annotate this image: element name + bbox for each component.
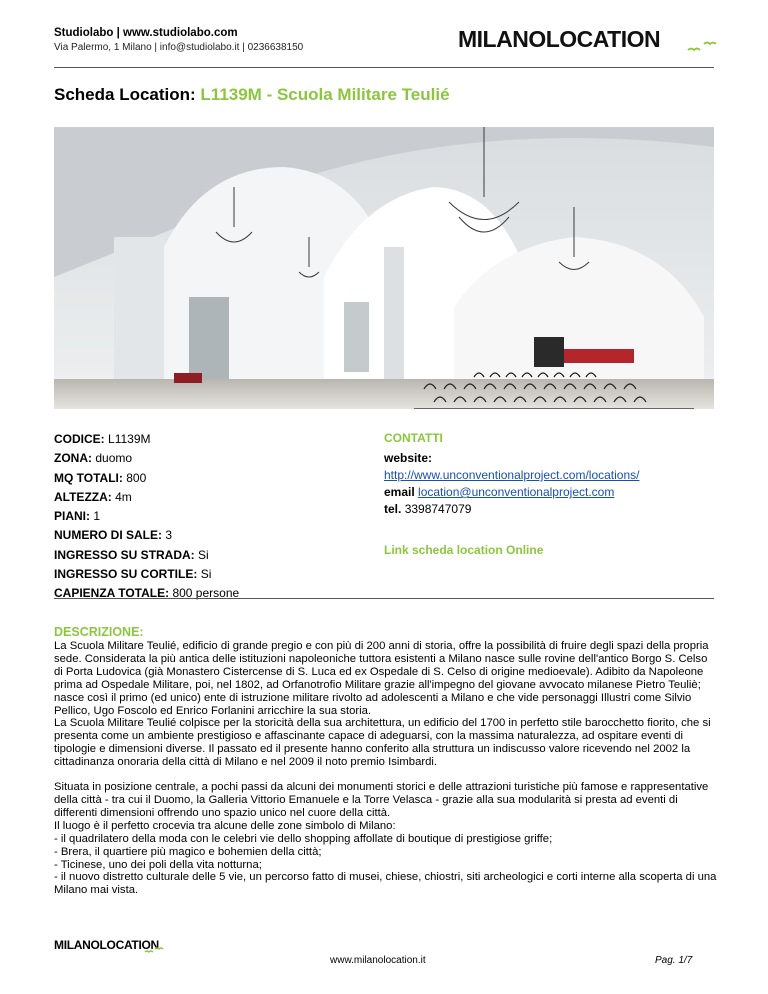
- location-photo: [54, 127, 714, 409]
- tel-value: 3398747079: [404, 502, 472, 516]
- title-location: L1139M - Scuola Militare Teulié: [200, 85, 450, 104]
- fact-ingresso-strada: INGRESSO SU STRADA: Si: [54, 547, 209, 562]
- footer-url[interactable]: www.milanolocation.it: [330, 955, 426, 966]
- fact-capienza: CAPIENZA TOTALE: 800 persone: [54, 586, 240, 601]
- email-link[interactable]: location@unconventionalproject.com: [418, 485, 615, 499]
- online-location-link[interactable]: Link scheda location Online: [384, 543, 544, 557]
- contacts-heading: CONTATTI: [384, 431, 443, 445]
- fact-altezza: ALTEZZA: 4m: [54, 489, 132, 504]
- email-label: email: [384, 485, 415, 499]
- fact-mq-totali: MQ TOTALI: 800: [54, 470, 147, 485]
- milanolocation-logo: MILANOLOCATION: [458, 26, 661, 52]
- fact-zona: ZONA: duomo: [54, 451, 133, 466]
- footer-logo: MILANOLOCATION: [54, 938, 159, 952]
- company-name: Studiolabo | www.studiolabo.com: [54, 27, 238, 39]
- birds-logo-icon: [680, 36, 720, 56]
- list-item: - il nuovo distretto culturale delle 5 vie, un percorso fatto di musei, chiese, chiostri, siti archeologici e corti interne alla scoperta di una Milano mai vista.: [54, 871, 717, 897]
- location-facts: [54, 430, 239, 604]
- footer-birds-icon: [142, 944, 166, 956]
- list-item: - Ticinese, uno dei poli della vita notturna;: [54, 858, 262, 871]
- description-para-2: La Scuola Militare Teulié colpisce per la storicità della sua architettura, un edificio del 1700 in perfetto stile barocchetto fiorito, che si presenta come un ambiente prestigioso e affascinante capace di adeguarsi, con la massima naturalezza, ad ospitare eventi di tipologie e dimensioni diverse. Il passato ed il presente hanno conferito alla struttura un indiscusso valore ricevendo nel 2002 la cittadinanza onoraria della città di Milano e nel 2009 il noto premio Isimbardi.: [54, 717, 711, 769]
- list-item: - il quadrilatero della moda con le celebri vie dello shopping affollate di boutique di prestigiose griffe;: [54, 832, 553, 845]
- list-item: - Brera, il quartiere più magico e bohemien della città;: [54, 845, 322, 858]
- fact-numero-sale: NUMERO DI SALE: 3: [54, 528, 173, 543]
- fact-codice: CODICE: L1139M: [54, 432, 151, 446]
- contacts-block: [384, 430, 639, 518]
- description-para-1: La Scuola Militare Teulié, edificio di grande pregio e con più di 200 anni di storia, offre la possibilità di fruire degli spazi della propria sede. Considerata la più antica delle istituzioni napoleoniche tuttora esistenti a Milano nasce sulle rovine dell'antico Borgo S. Celso di Porta Ludovica (già Monastero Cistercense di S. Luca ed ex Ospedale di S. Celso di origine medioevale). Adibito da Napoleone prima ad Ospedale Militare, poi, nel 1802, ad Orfanotrofio Militare grazie all'impegno del giovane avvocato milanese Pietro Teuliè; nasce così il primo (ed unico) ente di istruzione militare rivolto ad adolescenti a Milano e che vide personaggi Illustri come Silvio Pellico, Ugo Foscolo ed Enrico Forlanini arricchire la sua storia.: [54, 640, 709, 717]
- website-link[interactable]: http://www.unconventionalproject.com/locations/: [384, 468, 640, 482]
- company-address: Via Palermo, 1 Milano | info@studiolabo.it | 0236638150: [54, 42, 304, 53]
- hall-photo-icon: [54, 127, 714, 409]
- website-label: website:: [384, 451, 433, 465]
- section-divider: [54, 598, 714, 599]
- page-title: [54, 85, 450, 105]
- page-number: Pag. 1/7: [655, 955, 693, 966]
- fact-piani: PIANI: 1: [54, 509, 101, 524]
- tel-label: tel.: [384, 502, 402, 516]
- title-prefix: Scheda Location:: [54, 85, 196, 104]
- description-body: [54, 640, 719, 897]
- description-heading: DESCRIZIONE:: [54, 625, 144, 639]
- fact-ingresso-cortile: INGRESSO SU CORTILE: Si: [54, 567, 212, 582]
- header-divider: [54, 67, 714, 68]
- description-para-3: Situata in posizione centrale, a pochi passi da alcuni dei monumenti storici e delle attrazioni turistiche più famose e rappresentative della città - tra cui il Duomo, la Galleria Vittorio Emanuele e la Torre Velasca - grazie alla sua modularità si presta ad eventi di differenti dimensioni offrendo uno spazio unico nel cuore della città.: [54, 781, 709, 819]
- description-para-4: Il luogo è il perfetto crocevia tra alcune delle zone simbolo di Milano:: [54, 819, 396, 832]
